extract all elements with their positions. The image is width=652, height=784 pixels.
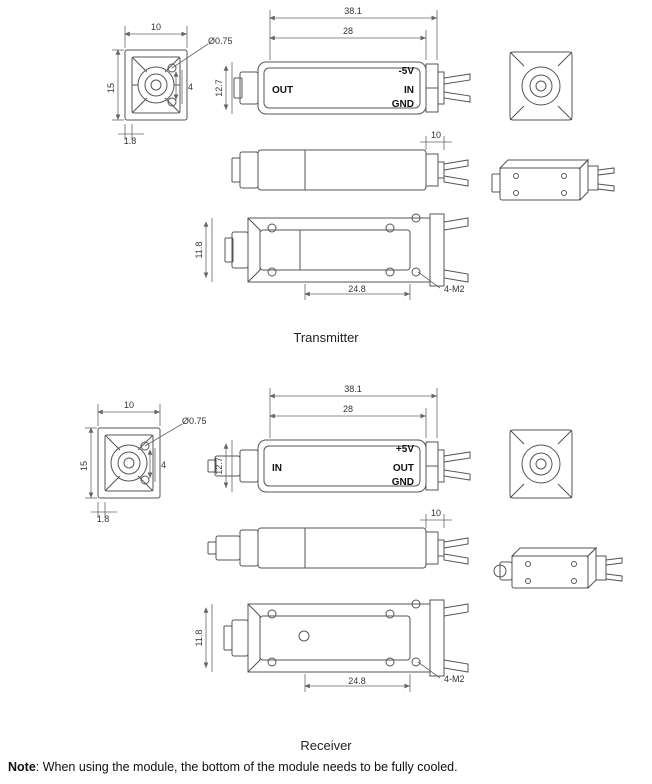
tx-dim-overall-length: 38.1 <box>344 6 362 16</box>
rx-dim-hole-depth: 4 <box>161 460 167 470</box>
rx-iso-body-view <box>494 548 622 588</box>
rx-dim-body-height: 12.7 <box>214 457 224 475</box>
tx-label-gnd: GND <box>391 99 414 110</box>
rx-dim-overall-length: 38.1 <box>344 384 362 394</box>
tx-top-view <box>234 62 470 114</box>
rx-bottom-view <box>224 600 468 676</box>
rx-dim-end-width: 10 <box>123 400 135 410</box>
rx-label-in: IN <box>272 463 282 474</box>
tx-dim-end-thickness: 1.8 <box>123 136 137 146</box>
rx-end-view <box>98 428 160 498</box>
tx-dim-bottom-height: 11.8 <box>194 241 204 259</box>
rx-dim-end-thickness: 1.8 <box>96 514 110 524</box>
tx-dim-hole-depth: 4 <box>188 82 194 92</box>
rx-port-labels <box>272 444 414 488</box>
rx-iso-end-view <box>510 430 572 498</box>
note-label: Note <box>8 760 36 774</box>
rx-dim-side-width: 10 <box>430 508 442 518</box>
tx-bottom-view <box>225 214 468 286</box>
tx-dim-hole-dia: Ø0.75 <box>208 36 233 46</box>
tx-dim-body-height: 12.7 <box>214 79 224 97</box>
tx-label-out: OUT <box>272 85 294 96</box>
rx-dimension-lines <box>85 388 452 692</box>
tx-label-voltage: -5V <box>398 66 414 77</box>
tx-dim-bottom-length: 24.8 <box>348 284 366 294</box>
rx-label-gnd: GND <box>391 477 414 488</box>
rx-top-view <box>208 440 470 492</box>
tx-side-view <box>232 150 468 190</box>
tx-dim-end-height: 15 <box>106 82 116 94</box>
rx-dimension-text <box>79 384 465 686</box>
rx-label-out: OUT <box>392 463 414 474</box>
rx-label-voltage: +5V <box>395 444 414 455</box>
tx-dim-side-width: 10 <box>430 130 442 140</box>
receiver-caption: Receiver <box>300 738 352 753</box>
rx-dim-body-length: 28 <box>342 404 354 414</box>
tx-dim-screw-note: 4-M2 <box>444 284 465 294</box>
tx-dim-body-length: 28 <box>342 26 354 36</box>
tx-dim-end-width: 10 <box>150 22 162 32</box>
rx-dim-screw-note: 4-M2 <box>444 674 465 684</box>
tx-end-view <box>125 50 187 120</box>
transmitter-caption: Transmitter <box>293 330 359 345</box>
tx-dimension-lines <box>112 10 452 300</box>
rx-dim-bottom-height: 11.8 <box>194 629 204 647</box>
cooling-note <box>8 760 458 774</box>
tx-iso-body-view <box>492 160 614 200</box>
tx-label-in: IN <box>404 85 414 96</box>
rx-dim-end-height: 15 <box>79 460 89 472</box>
rx-dim-bottom-length: 24.8 <box>348 676 366 686</box>
note-text: : When using the module, the bottom of the module needs to be fully cooled. <box>35 760 458 774</box>
tx-port-labels <box>272 66 414 110</box>
rx-dim-hole-dia: Ø0.75 <box>182 416 207 426</box>
rx-side-view <box>208 528 468 568</box>
tx-iso-end-view <box>510 52 572 120</box>
